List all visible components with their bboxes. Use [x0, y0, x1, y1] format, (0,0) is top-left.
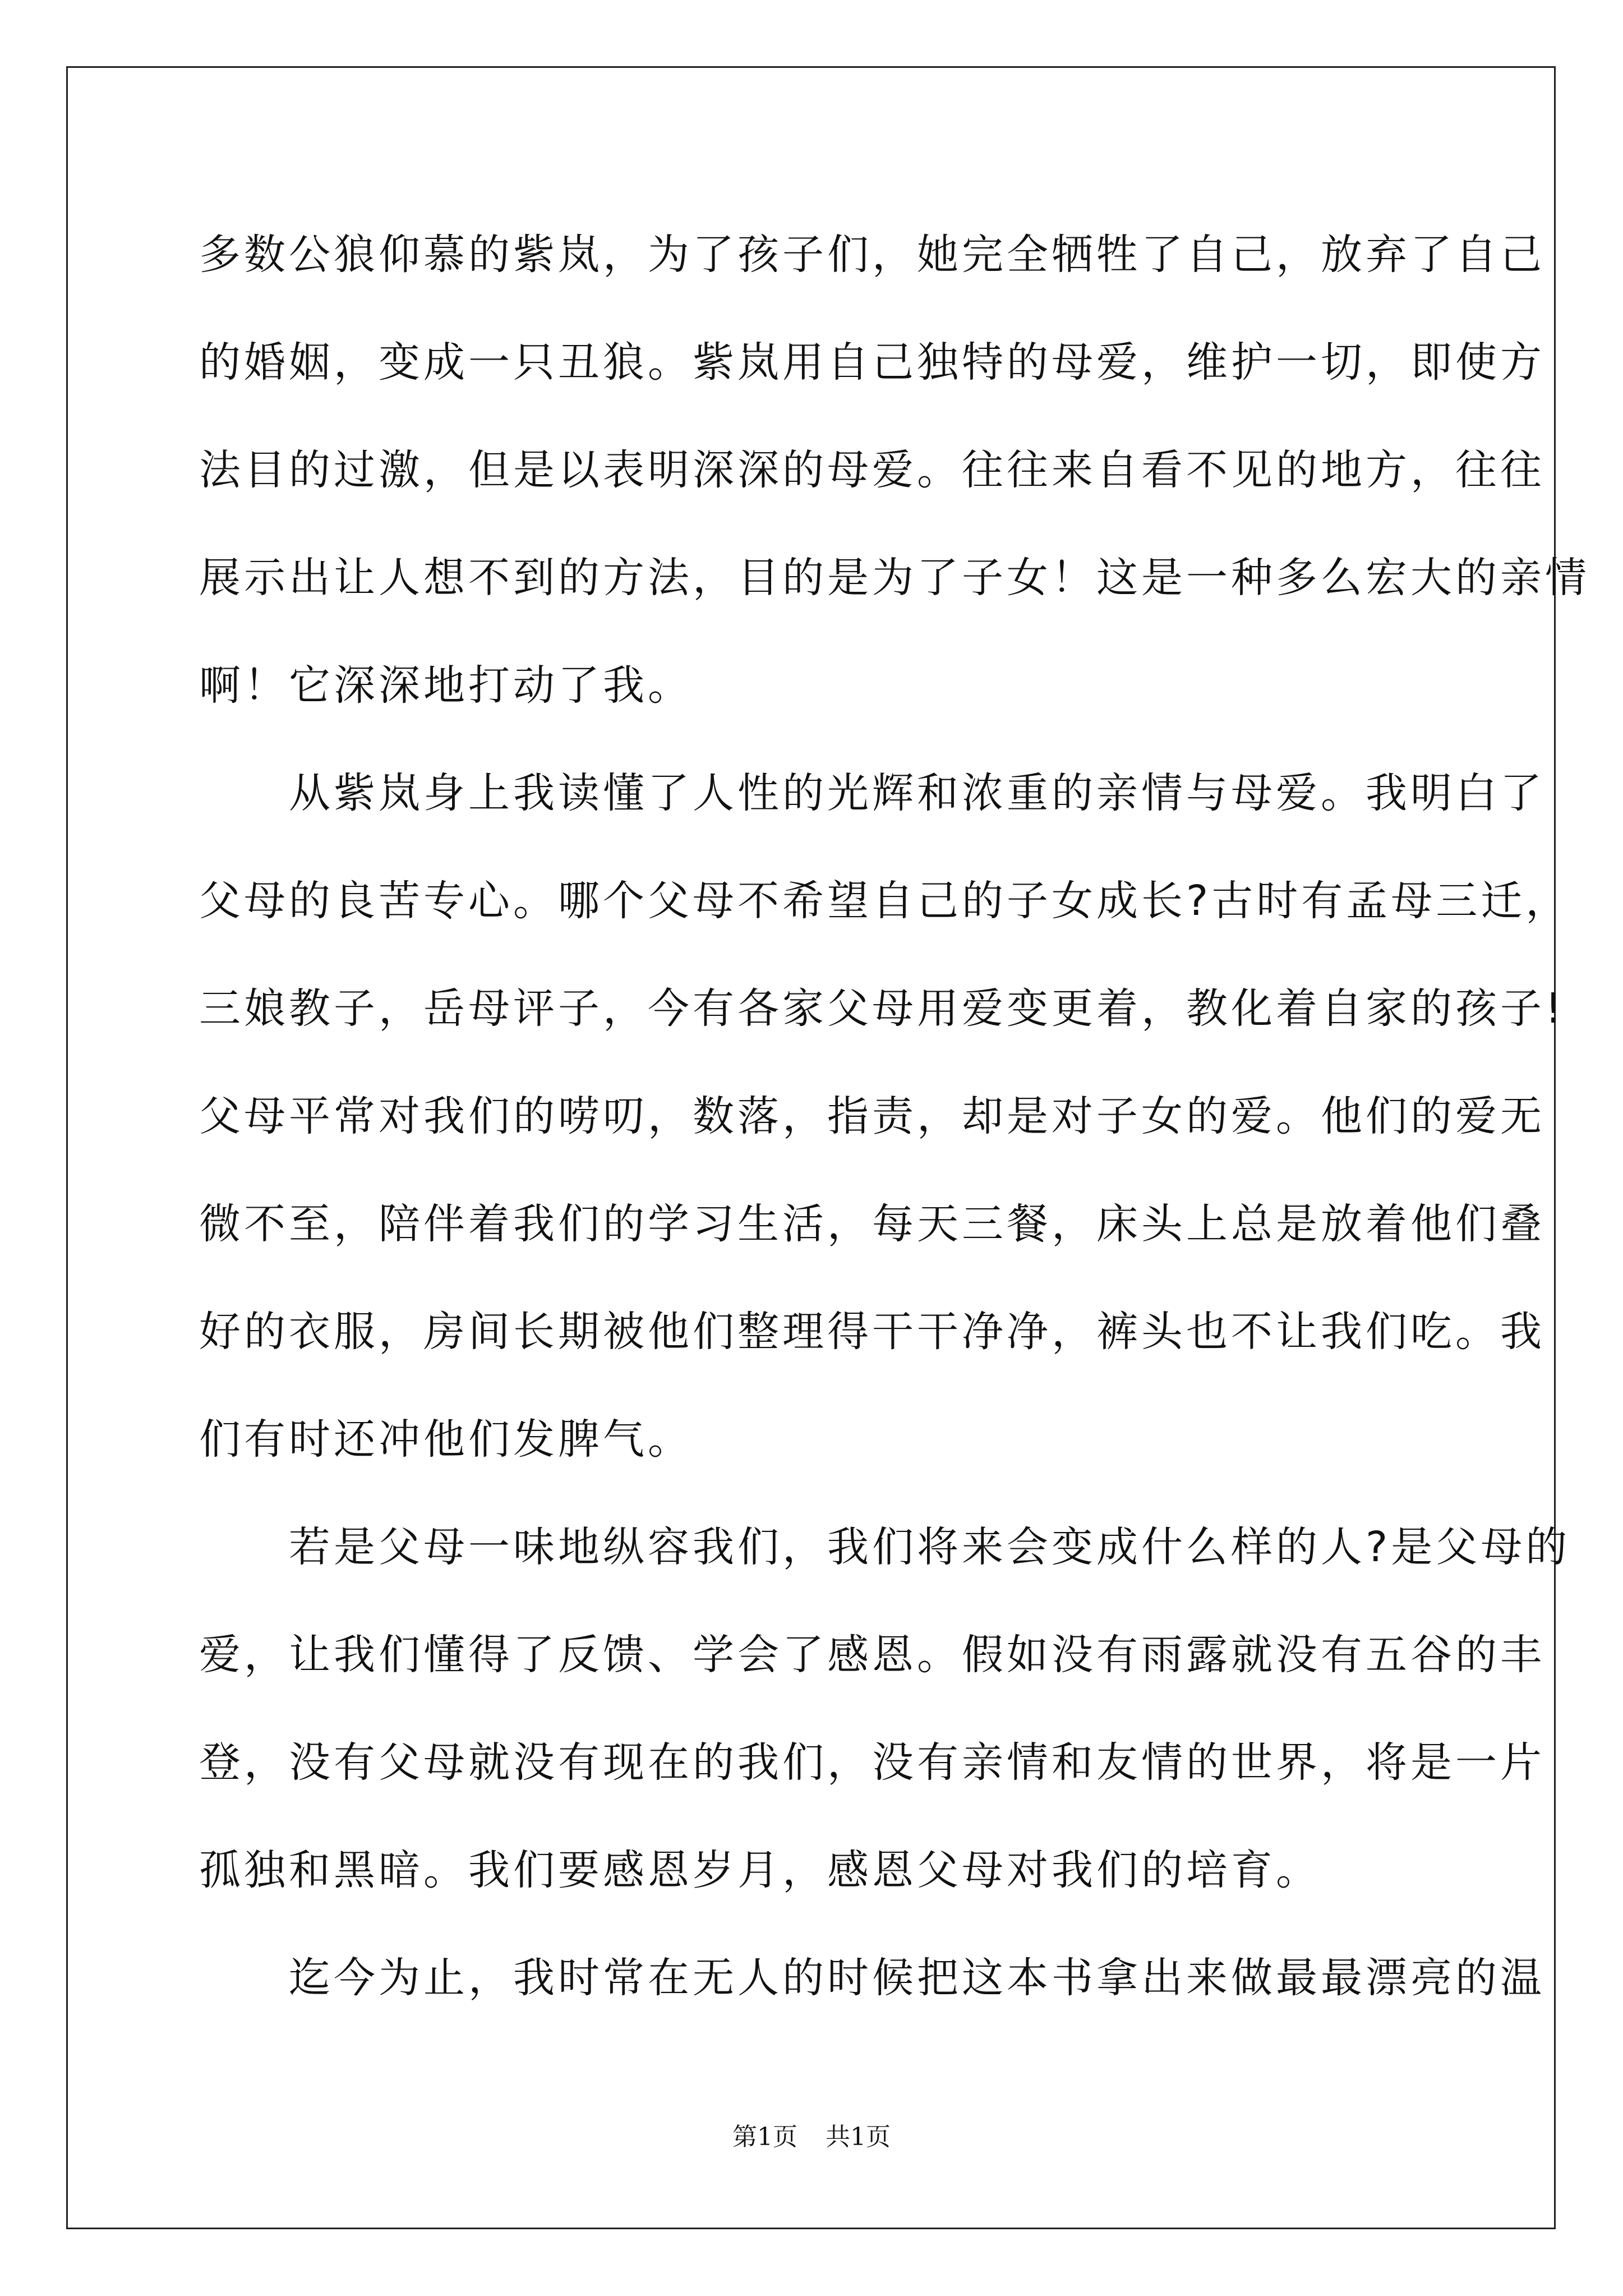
text-line-17: 迄今为止，我时常在无人的时候把这本书拿出来做最最漂亮的温 [199, 1954, 1545, 2002]
page-number: 第1页 [732, 2123, 797, 2151]
text-line-2: 的婚姻，变成一只丑狼。紫岚用自己独特的母爱，维护一切，即使方 [199, 338, 1545, 386]
document-body [199, 201, 1590, 2032]
text-line-1: 多数公狼仰慕的紫岚，为了孩子们，她完全牺牲了自己，放弃了自己 [199, 231, 1545, 279]
text-line-10: 微不至，陪伴着我们的学习生活，每天三餐，床头上总是放着他们叠 [199, 1200, 1545, 1248]
text-line-14: 爱，让我们懂得了反馈、学会了感恩。假如没有雨露就没有五谷的丰 [199, 1631, 1545, 1679]
text-line-3: 法目的过激，但是以表明深深的母爱。往往来自看不见的地方，往往 [199, 446, 1545, 494]
text-line-6: 从紫岚身上我读懂了人性的光辉和浓重的亲情与母爱。我明白了 [199, 769, 1545, 817]
text-line-12: 们有时还冲他们发脾气。 [199, 1415, 693, 1464]
page-footer [0, 2120, 1623, 2154]
text-line-4: 展示出让人想不到的方法，目的是为了子女！这是一种多么宏大的亲情 [199, 554, 1590, 602]
text-line-16: 孤独和黑暗。我们要感恩岁月，感恩父母对我们的培育。 [199, 1846, 1321, 1894]
text-line-5: 啊！它深深地打动了我。 [199, 661, 693, 710]
page-total: 共1页 [826, 2123, 891, 2151]
text-line-7: 父母的良苦专心。哪个父母不希望自己的子女成长?古时有孟母三迁， [199, 877, 1571, 925]
text-line-13: 若是父母一味地纵容我们，我们将来会变成什么样的人?是父母的 [199, 1523, 1571, 1571]
text-line-15: 登，没有父母就没有现在的我们，没有亲情和友情的世界，将是一片 [199, 1738, 1545, 1787]
text-line-11: 好的衣服，房间长期被他们整理得干干净净，裤头也不让我们吃。我 [199, 1308, 1545, 1356]
text-line-8: 三娘教子，岳母评子，今有各家父母用爱变更着，教化着自家的孩子! [199, 984, 1565, 1033]
text-line-9: 父母平常对我们的唠叨，数落，指责，却是对子女的爱。他们的爱无 [199, 1092, 1545, 1140]
